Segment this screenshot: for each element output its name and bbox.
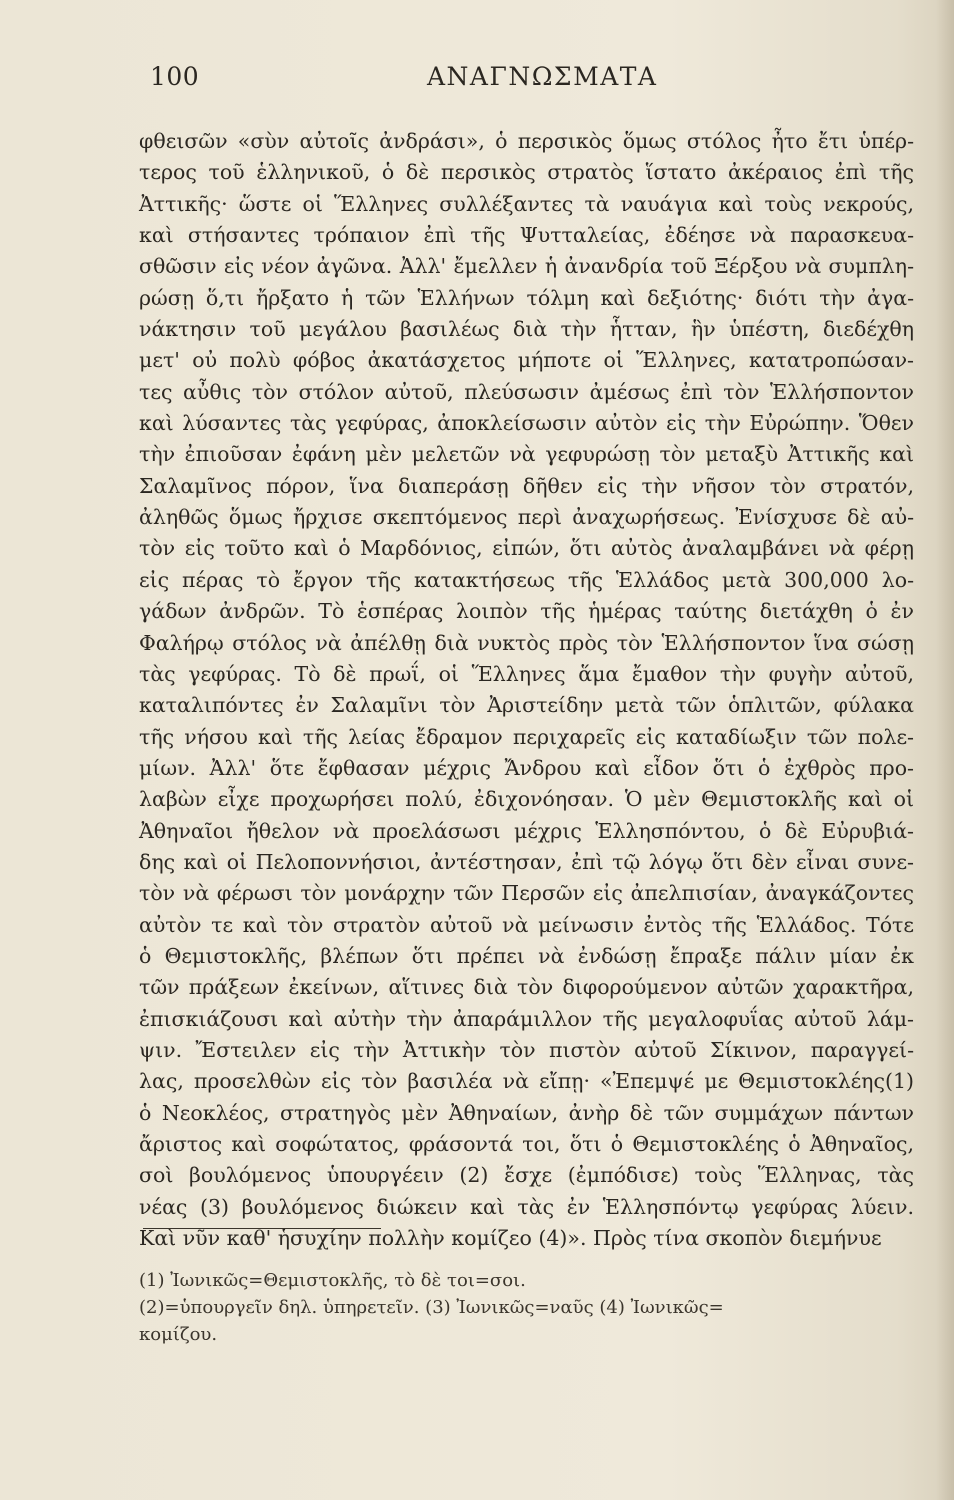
footnote-line: κομίζου.	[139, 1324, 218, 1345]
page-number: 100	[150, 62, 200, 91]
text-line: τῶν πράξεων ἐκείνων, αἵτινες διὰ τὸν διφορούμενον αὐτῶν χαρακτῆρα,	[139, 975, 914, 1000]
text-line: τῆς νήσου καὶ τῆς λείας ἔδραμον περιχαρεῖς εἰς καταδίωξιν τῶν πολε-	[139, 724, 914, 749]
text-line: νέας (3) βουλόμενος διώκειν καὶ τὰς ἐν Ἑλλησπόντῳ γεφύρας λύειν.	[139, 1194, 914, 1219]
text-line: δης καὶ οἱ Πελοποννήσιοι, ἀντέστησαν, ἐπὶ τῷ λόγῳ ὅτι δὲν εἶναι συνε-	[139, 849, 914, 874]
text-line: μίων. Ἀλλ' ὅτε ἔφθασαν μέχρις Ἄνδρου καὶ εἶδον ὅτι ὁ ἐχθρὸς προ-	[139, 755, 914, 780]
text-line: λας, προσελθὼν εἰς τὸν βασιλέα νὰ εἴπῃ· «Ἐπεμψέ με Θεμιστοκλέης(1)	[139, 1069, 914, 1094]
text-line: τες αὖθις τὸν στόλον αὐτοῦ, πλεύσωσιν ἀμέσως ἐπὶ τὸν Ἑλλήσποντον	[139, 379, 914, 404]
text-line: σθῶσιν εἰς νέον ἀγῶνα. Ἀλλ' ἔμελλεν ἡ ἀνανδρία τοῦ Ξέρξου νὰ συμπλη-	[139, 254, 914, 279]
text-line: Φαλήρῳ στόλος νὰ ἀπέλθῃ διὰ νυκτὸς πρὸς τὸν Ἑλλήσποντον ἵνα σώσῃ	[139, 630, 914, 655]
page-edge-shadow	[936, 0, 954, 1500]
text-line: Σαλαμῖνος πόρον, ἵνα διαπεράσῃ δῆθεν εἰς τὴν νῆσον τὸν στρατόν,	[139, 473, 914, 498]
text-line: γάδων ἀνδρῶν. Τὸ ἑσπέρας λοιπὸν τῆς ἡμέρας ταύτης διετάχθη ὁ ἐν	[139, 599, 914, 624]
text-line: καὶ λύσαντες τὰς γεφύρας, ἀποκλείσωσιν αὐτὸν εἰς τὴν Εὐρώπην. Ὅθεν	[139, 411, 914, 436]
text-line: ὁ Θεμιστοκλῆς, βλέπων ὅτι πρέπει νὰ ἐνδώσῃ ἔπραξε πάλιν μίαν ἐκ	[139, 943, 914, 968]
text-line: τὰς γεφύρας. Τὸ δὲ πρωΐ, οἱ Ἕλληνες ἅμα ἔμαθον τὴν φυγὴν αὐτοῦ,	[139, 661, 914, 686]
text-line: μετ' οὐ πολὺ φόβος ἀκατάσχετος μήποτε οἱ Ἕλληνες, κατατροπώσαν-	[139, 348, 914, 373]
text-line: ἄριστος καὶ σοφώτατος, φράσοντά τοι, ὅτι ὁ Θεμιστοκλέης ὁ Ἀθηναῖος,	[139, 1132, 914, 1156]
body-text	[139, 126, 914, 1254]
text-line: Ἀττικῆς· ὥστε οἱ Ἕλληνες συλλέξαντες τὰ ναυάγια καὶ τοὺς νεκρούς,	[139, 191, 914, 216]
text-line: τὸν εἰς τοῦτο καὶ ὁ Μαρδόνιος, εἰπών, ὅτι αὐτὸς ἀναλαμβάνει νὰ φέρῃ	[139, 536, 914, 561]
text-line: τὸν νὰ φέρωσι τὸν μονάρχην τῶν Περσῶν εἰς ἀπελπισίαν, ἀναγκάζοντες	[139, 881, 914, 906]
text-line: ἀληθῶς ὅμως ἤρχισε σκεπτόμενος περὶ ἀναχωρήσεως. Ἐνίσχυσε δὲ αὐ-	[139, 505, 914, 530]
footnote-line: (1) Ἰωνικῶς=Θεμιστοκλῆς, τὸ δὲ τοι=σοι.	[139, 1270, 526, 1291]
text-line: τὴν ἐπιοῦσαν ἐφάνη μὲν μελετῶν νὰ γεφυρώσῃ τὸν μεταξὺ Ἀττικῆς καὶ	[139, 442, 914, 467]
text-line: ψιν. Ἔστειλεν εἰς τὴν Ἀττικὴν τὸν πιστὸν αὐτοῦ Σίκινον, παραγγεί-	[139, 1037, 914, 1062]
text-line: σοὶ βουλόμενος ὑπουργέειν (2) ἔσχε (ἐμπόδισε) τοὺς Ἕλληνας, τὰς	[139, 1163, 914, 1188]
text-line: νάκτησιν τοῦ μεγάλου βασιλέως διὰ τὴν ἧτταν, ἣν ὑπέστη, διεδέχθη	[139, 317, 914, 342]
footnotes	[139, 1267, 914, 1348]
text-line: ἐπισκιάζουσι καὶ αὐτὴν τὴν ἀπαράμιλλον τῆς μεγαλοφυΐας αὐτοῦ λάμ-	[139, 1006, 914, 1031]
text-line: Καὶ νῦν καθ' ἡσυχίην πολλὴν κομίζεο (4)». Πρὸς τίνα σκοπὸν διεμήνυε	[139, 1226, 882, 1251]
text-line: ρώσῃ ὅ,τι ἤρξατο ἡ τῶν Ἑλλήνων τόλμη καὶ δεξιότης· διότι τὴν ἀγα-	[139, 285, 914, 310]
text-line: τερος τοῦ ἑλληνικοῦ, ὁ δὲ περσικὸς στρατὸς ἵστατο ἀκέραιος ἐπὶ τῆς	[139, 160, 914, 185]
text-line: Ἀθηναῖοι ἤθελον νὰ προελάσωσι μέχρις Ἑλλησπόντου, ὁ δὲ Εὐρυβιά-	[139, 818, 914, 843]
text-line: καὶ στήσαντες τρόπαιον ἐπὶ τῆς Ψυτταλείας, ἐδέησε νὰ παρασκευα-	[139, 223, 914, 248]
text-line: λαβὼν εἶχε προχωρήσει πολύ, ἐδιχονόησαν. Ὁ μὲν Θεμιστοκλῆς καὶ οἱ	[139, 787, 914, 812]
text-line: εἰς πέρας τὸ ἔργον τῆς κατακτήσεως τῆς Ἑλλάδος μετὰ 300,000 λο-	[139, 567, 914, 592]
footnote-line: (2)=ὑπουργεῖν δηλ. ὑπηρετεῖν. (3) Ἰωνικῶς=ναῦς (4) Ἰωνικῶς=	[139, 1297, 724, 1318]
text-line: αὐτὸν τε καὶ τὸν στρατὸν αὐτοῦ νὰ μείνωσιν ἐντὸς τῆς Ἑλλάδος. Τότε	[139, 912, 914, 937]
running-head: ΑΝΑΓΝΩΣΜΑΤΑ	[427, 62, 658, 91]
text-line: καταλιπόντες ἐν Σαλαμῖνι τὸν Ἀριστείδην μετὰ τῶν ὁπλιτῶν, φύλακα	[139, 693, 914, 718]
footnote-rule	[143, 1228, 381, 1229]
text-line: φθεισῶν «σὺν αὐτοῖς ἀνδράσι», ὁ περσικὸς ὅμως στόλος ἦτο ἔτι ὑπέρ-	[139, 129, 914, 153]
text-line: ὁ Νεοκλέος, στρατηγὸς μὲν Ἀθηναίων, ἀνὴρ δὲ τῶν συμμάχων πάντων	[139, 1100, 914, 1125]
